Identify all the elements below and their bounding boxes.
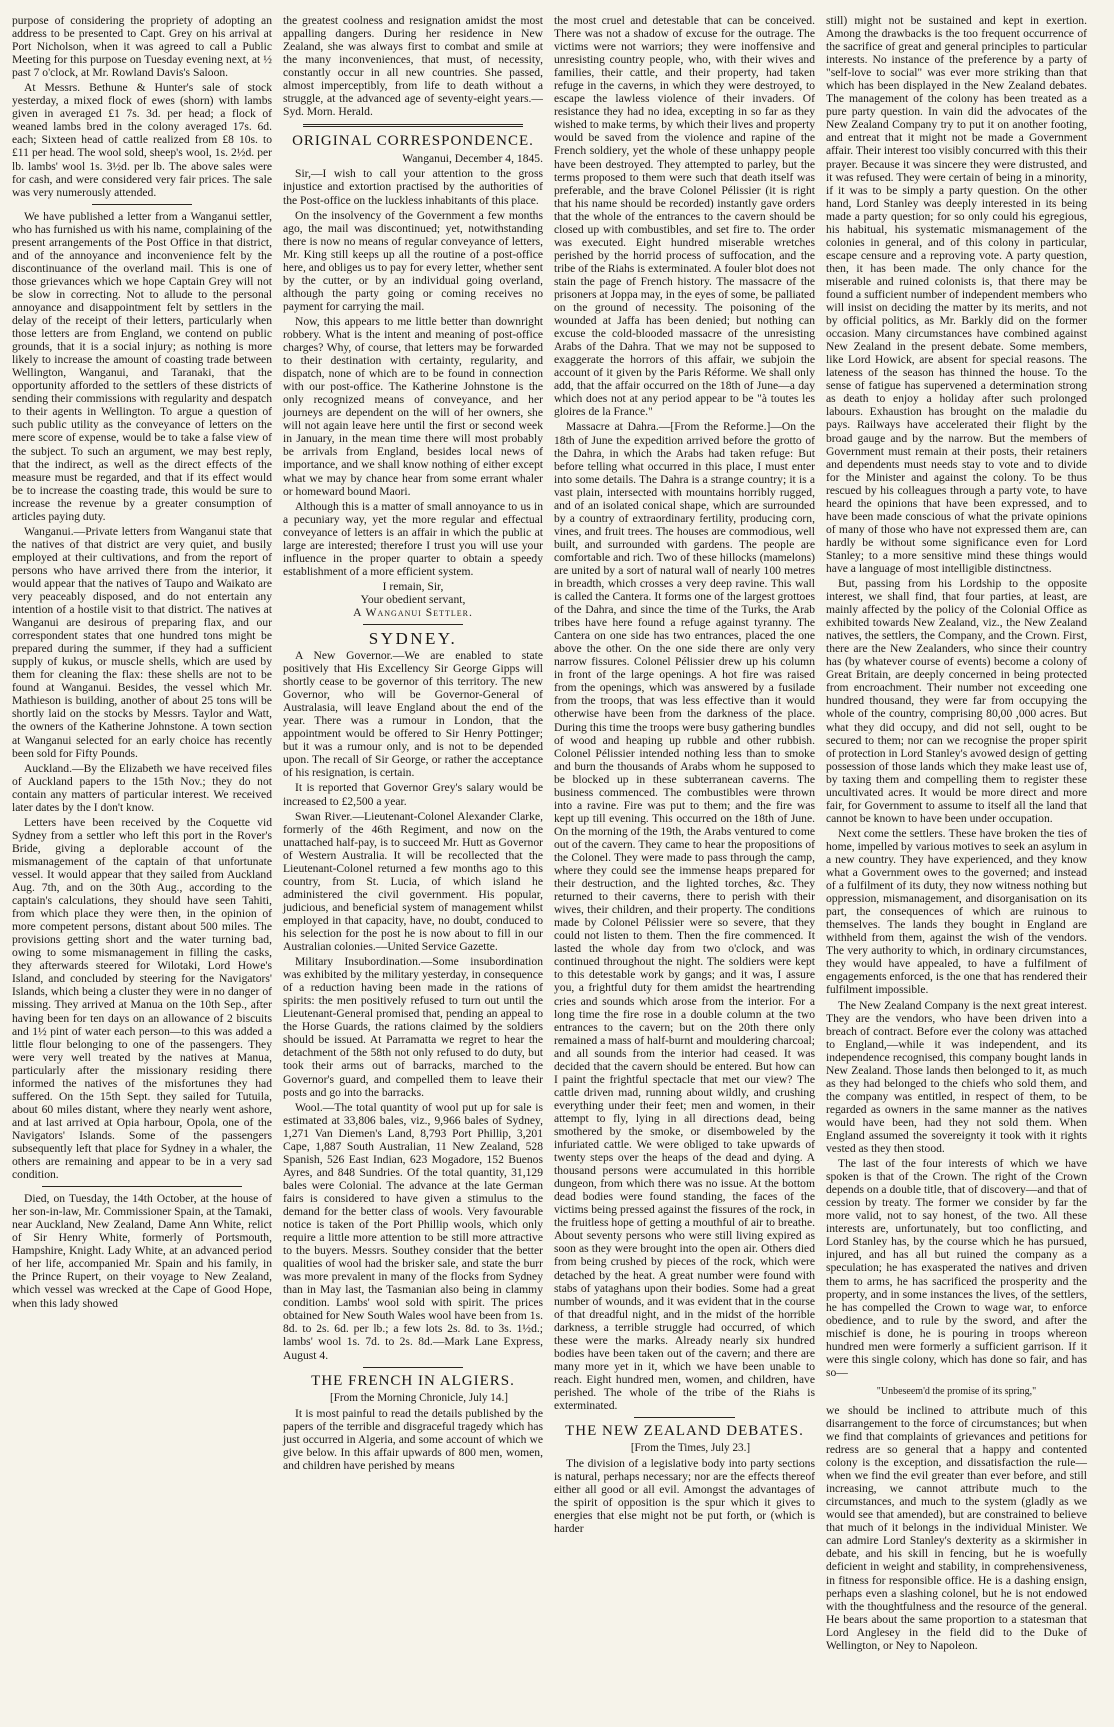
column-1 [10,14,272,1717]
column-4 [824,14,1087,1717]
massacre-at-dahra-paragraph: Massacre at Dahra.—[From the Reforme.]—On the 18th of June the expedition arrived before the grotto of the Dahra, in which the Arabs had taken refuge: But before telling what occurred in this place, I must enter into some details. The Dahra is a strange country; it is a vast plain, intersected with mountains horribly rugged, and of an isolated conical shape, which are surrounded by a country of extraordinary fertility, producing corn, vines, and fruit trees. The houses are commodious, well built, and surrounded with gardens. The people are comfortable and rich. Two of these hillocks (mamelons) are united by a sort of natural wall of nearly 100 metres in breadth, which crosses a very deep ravine. This wall is called the Cantera. It forms one of the largest grottoes of the Dahra, and since the time of the Turks, the Arab tribes have here found a refuge against tyranny. The Cantera on one side has two entrances, placed the one above the other. On the one side there are only very narrow fissures. Colonel Pélissier drew up his column in front of the large openings. A hot fire was raised from the openings, which was answered by a fusilade from the troops, that was less effective than it would otherwise have been from the darkness of the place. During this time the troops were busy gathering bundles of wood and heaping up rubble and other rubbish. Colonel Pélissier intended nothing less than to smoke and burn the thousands of Arabs whom he supposed to be blocked up in these subterranean caverns. The business commenced. The combustibles were thrown into a ravine. Fire was put to them; and the fire was kept up till evening. This occurred on the 18th of June. On the morning of the 19th, the Arabs ventured to come out of the cavern. They came to hear the propositions of the Colonel. They were made to pass through the camp, where they could see the immense heaps prepared for their destruction, and the lighted torches, &c. They returned to their caverns, there to perish with their wives, their children, and their property. The conditions made by Colonel Pélissier were so severe, that they could not listen to them. Then the fire commenced. It lasted the whole day from two o'clock, and was continued throughout the night. The soldiers were kept to this detestable work by gangs; and it was, I assure you, a frightful duty for them amidst the heartrending cries and sounds which arose from the interior. For a long time the fire rose in a double column at the two entrances to the cavern; but on the 20th there only remained a mass of half-burnt and mouldering charcoal; and all sounds from the interior had ceased. It was decided that the cavern should be entered. But how can I paint the frightful spectacle that met our view? The cattle driven mad, running about wildly, and crushing everything under their feet; men and women, in their attempt to fly, lying in all directions dead, being smothered by the smoke, or disemboweled by the infuriated cattle. We were obliged to take upwards of twenty steps over the heaps of the dead and dying. A thousand persons were accumulated in this horrible dungeon, from which there was no issue. At the bottom dead bodies were found standing, the faces of the victims being pressed against the fissures of the rock, in the fruitless hope of getting a mouthful of air to breathe. About seventy persons who were still living expired as soon as they were brought into the open air. Others died from being crushed by pieces of the rock, which were detached by the heat. A great number were found with stabs of yataghans upon their bodies. Some had a great number of wounds, and it was evident that in the course of that dreadful night, and in the midst of the horrible darkness, a terrible struggle had occurred, of which these were the marks. Already nearly six hundred bodies have been taken out of the cavern; and there are many more yet in it, which we have been unable to reach. Eight hundred men, women, and children, have perished. The whole of the tribe of the Riahs is exterminated. [554,420,815,1412]
letter-paragraph: Although this is a matter of small annoyance to us in a pecuniary way, yet the more regular and effectual conveyance of letters is an affair in which the public at large are interested; therefore I trust you will use your influence in the proper quarter to obtain a speedy establishment of a more efficient system. [283,499,543,578]
letter-dateline: Wanganui, December 4, 1845. [402,152,543,166]
governor-salary-paragraph: It is reported that Governor Grey's salary would be increased to £2,500 a year. [283,781,543,808]
divider [303,124,523,127]
letter-paragraph: Sir,—I wish to call your attention to the gross injustice and extortion practised by the authorities of the Post-office on the luckless inhabitants of this place. [283,167,543,207]
rovers-bride-paragraph: Letters have been received by the Coquette vid Sydney from a settler who left this port in the Rover's Bride, giving a deplorable account of the mismanagement of the captain of that unfortunate vessel. It would appear that they sailed from Auckland Aug. 7th, and on the 30th Aug., according to the captain's calculations, they should have seen Tahiti, from which place they were then, in the opinion of more competent persons, distant about 500 miles. The provisions getting short and the water turning bad, owing to some mismanagement in filling the casks, they afterwards steered for Wilotaki, Lord Howe's Island, and concluded by steering for the Navigators' Islands, which being a cluster they were in no danger of missing. They arrived at Manua on the 10th Sep., after having been for ten days on an allowance of 2 biscuits and 1½ pint of water each person—to this was added a little flour belonging to one of the passengers. They were very well treated by the natives at Manua, particularly after the missionary residing there informed the natives of the misfortunes they had suffered. On the 15th Sept. they sailed for Tutuila, about 60 miles distant, where they nearly went ashore, and at last arrived at Opia harbour, Opola, one of the Navigators' Islands. Some of the passengers subsequently left that place for Sydney in a whaler, the others are remaining and appear to be in a very sad condition. [12,815,272,1182]
divider [363,624,463,625]
section-heading-nz-debates: THE NEW ZEALAND DEBATES. [565,1423,804,1440]
divider [92,204,192,205]
nz-debates-continued: still) might not be sustained and kept in exertion. Among the drawbacks is the too frequent occurrence of the sacrifice of great and general principles to particular interests. No instance of the preference by a party of "self-love to social" was ever more striking than that which has been displayed in the New Zealand debates. The management of the colony has been treated as a pure party question. In vain did the advocates of the New Zealand Company try to put it on another footing, and entreat that it might not be made a Government affair. Their interest too visibly concurred with this their prayer. Because it was sincere they were distrusted, and it was refused. They were certain of being in a minority, if it was to be simply a party question. On the other hand, Lord Stanley was deeply interested in its being made a party question; for so only could his egregious, his habitual, his systematic mismanagement of the colonies in general, and of this colony in particular, escape censure and a reproving vote. A party question, then, it has been made. The only chance for the miserable and ruined colonists is, that there may be found a sufficient number of independent members who will insist on deciding the matter by its merits, and not by official politics, as Mr. Barkly did on the former occasion. Many circumstances have combined against New Zealand in the present debate. Some members, like Lord Howick, are absent for special reasons. The lateness of the season has thinned the house. To the sense of fatigue has supervened a determination strong as death to enjoy a holiday after such prolonged labours. Exhaustion has brought on the maladie du pays. Railways have accelerated their flight by the broad gauge and by the narrow. But the members of Government must remain at their posts, their retainers and dependents must needs stay to vote and to divide for the Minister and against the colony. To be thus rescued by his colleagues through a party vote, to have heard the opinions that have been expressed, and to have been made conscious of what the private opinions of many of those who have not expressed them are, can hardly be without some significance even for Lord Stanley; to a more sensitive mind these things would have a language of most intelligible distinctness. [826,14,1087,575]
nz-debates-paragraph: The division of a legislative body into party sections is natural, perhaps necessary; nor are the effects thereof either all good or all evil. Amongst the advantages of the spirit of opposition is the spur which it gives to energies that else might not be put forth, or (which is harder [554,1457,815,1536]
algiers-paragraph: It is most painful to read the details published by the papers of the terrible and disgraceful tragedy which has just occurred in Algeria, and some account of which we give below. In this affair upwards of 800 men, women, and children have perished by means [283,1406,543,1472]
letter-paragraph: On the insolvency of the Government a few months ago, the mail was discontinued; yet, notwithstanding there is now no means of regular conveyance of letters, Mr. King still keeps up all the routine of a post-office here, and obliges us to pay for every letter, whether sent by the cutter, or by an individual going overland, although the party going or coming receives no payment for carrying the mail. [283,208,543,313]
divider [634,1417,735,1418]
obituary-continued: the greatest coolness and resignation amidst the most appalling dangers. During her residence in New Zealand, she was always first to combat and smile at the many inconveniences, that must, of necessity, constantly occur in all new countries. She passed, almost imperceptibly, from life to death without a struggle, at the advanced age of seventy-eight years.—Syd. Morn. Herald. [283,14,543,119]
death-notice-paragraph: Died, on Tuesday, the 14th October, at the house of her son-in-law, Mr. Commissioner Spain, at the Tamaki, near Auckland, New Zealand, Dame Ann White, relict of Sir Henry White, formerly of Portsmouth, Hampshire, Knight. Lady White, at an advanced period of her life, accompanied Mr. Spain and his family, in the Prince Rupert, on their voyage to New Zealand, which vessel was wrecked at the Cape of Good Hope, when this lady showed [12,1192,272,1310]
section-heading-algiers: THE FRENCH IN ALGIERS. [311,1372,515,1389]
source-line: [From the Times, July 23.] [630,1442,751,1455]
column-3 [552,14,815,1717]
quoted-verse: "Unbeseem'd the promise of its spring," [876,1385,1037,1397]
nz-debates-paragraph: Next come the settlers. These have broken the ties of home, impelled by various motives to seek an asylum in a new country. They have experienced, and they know what a Government owes to the governed; and instead of a fulfilment of its duty, they now witness nothing but oppression, mismanagement, and disorganisation on its part, the consequences of which are ruinous to themselves. The lands they bought in England are withheld from them, against the wish of the vendors. The very authority to which, in ordinary circumstances, they would have appealed, to have a fulfilment of engagements enforced, is the one that has rendered their fulfilment impossible. [826,826,1087,997]
auckland-news-paragraph: Auckland.—By the Elizabeth we have received files of Auckland papers to the 15th Nov.; they do not contain any matters of particular interest. We received later dates by the I don't know. [12,761,272,814]
section-heading-correspondence: ORIGINAL CORRESPONDENCE. [292,133,534,150]
nz-debates-paragraph: The last of the four interests of which we have spoken is that of the Crown. The right of the Crown depends on a double title, that of discovery—and that of cession by treaty. The former we consider by far the more valid, not to say honest, of the two. All these interests are, unfortunately, but too conflicting, and Lord Stanley has, by the course which he has pursued, injured, and has all but ruined the company as a speculation; he has exasperated the natives and driven them to arms, he has sacrificed the prosperity and the property, and in some instances the lives, of the settlers, he has compelled the Crown to wage war, to enforce obedience, and to rule by the sword, and after the mischief is done, he is pouring in troops whereon hundred men were formerly a sufficient garrison. If it were this single colony, which has done so fair, and has so— [826,1157,1087,1379]
algiers-continued: the most cruel and detestable that can be conceived. There was not a shadow of excuse for the outrage. The victims were not warriors; they were inoffensive and unresisting country people, who, with their wives and families, their cattle, and their property, had taken refuge in the caverns, in which they were destroyed, to escape the lawless violence of their invaders. Of resistance they had no idea, excepting in so far as they wished to make terms, by which their lives and property would be saved from the violence and rapine of the French soldiery, yet the whole of these unhappy people have been destroyed. They attempted to parley, but the terms proposed to them were such that death itself was preferable, and the brave Colonel Pélissier (it is right that his name should be recorded) instantly gave orders that the whole of the entrances to the cavern should be closed up with combustibles, and set fire to. The order was executed. Eight hundred miserable wretches perished by the horrid process of suffocation, and the tribe of the Riahs is exterminated. A fouler blot does not stain the page of French history. The massacre of the prisoners at Joppa may, in the eyes of some, be palliated on the ground of necessity. The poisoning of the wounded at Jaffa has been denied; but nothing can excuse the cold-blooded massacre of the unresisting Arabs of the Dahra. That we may not be supposed to exaggerate the horrors of this affair, we subjoin the account of it given by the Paris Réforme. We shall only add, that the affair occurred on the 18th of June—a day which does not at any period appear to be "à toutes les gloires de la France." [554,14,815,419]
military-insubordination-paragraph: Military Insubordination.—Some insubordination was exhibited by the military yesterday, in consequence of a reduction having been made in the rations of spirits: the men positively refused to turn out until the Lieutenant-General promised that, pending an appeal to the Horse Guards, the rations claimed by the soldiers should be issued. At Parramatta we regret to hear the detachment of the 58th not only refused to do duty, but took their arms out of barracks, marched to the Governor's guard, and compelled them to leave their posts and go into the barracks. [283,955,543,1099]
nz-debates-paragraph: we should be inclined to attribute much of this disarrangement to the force of circumstances; but when we find that complaints of grievances and petitions for redress are so general that a happy and contented colony is the exception, and dissatisfaction the rule—when we find the evil greater than ever before, and still increasing, we cannot attribute much to the circumstances, and much to the system (gladly as we would see that amended), but are constrained to believe that much of it belongs in the individual Minister. We can admire Lord Stanley's dexterity as a skirmisher in debate, and his skill in fencing, but he is woefully deficient in weight and stability, in comprehensiveness, in fitness for responsible office. He is a dashing ensign, perhaps even a slashing colonel, but he is not endowed with the thoughtfulness and the resource of the general. He bears about the same proportion to a statesman that Lord Anglesey in the field did to the Duke of Wellington, or Ney to Napoleon. [826,1403,1087,1652]
wool-paragraph: Wool.—The total quantity of wool put up for sale is estimated at 33,806 bales, viz., 9,966 bales of Sydney, 1,271 Van Diemen's Land, 8,793 Port Phillip, 3,201 Cape, 1,887 South Australian, 11 New Zealand, 528 Spanish, 526 East Indian, 623 Mogadore, 152 Buenos Ayres, and 848 Sundries. Of the total quantity, 31,129 bales were Colonial. The advance at the late German fairs is considered to have given a stimulus to the demand for the better class of wools. Very favourable notice is taken of the Port Phillip wools, which only require a little more attention to be still more attractive to the buyers. Messrs. Southey consider that the better qualities of wool had the brisker sale, and state the burr was more prevalent in many of the flocks from Sydney than in May last, the Tasmanian also being in clammy condition. Lambs' wool sold with spirit. The prices obtained for New South Wales wool have been from 1s. 8d. to 2s. 6d. per lb.; a few lots 2s. 8d. to 3s. 1½d.; lambs' wool 1s. 7d. to 2s. 8d.—Mark Lane Express, August 4. [283,1100,543,1362]
post-office-editorial: We have published a letter from a Wanganui settler, who has furnished us with his name, complaining of the present arrangements of the Post Office in that district, and of the annoyance and inconvenience felt by the discontinuance of the overland mail. This is one of those grievances which we hope Captain Grey will not be slow in correcting. Not to allude to the personal annoyance and disappointment felt by settlers in the delay of the receipt of their letters, particularly when those letters are from England, we contend on public grounds, that it is a social injury; as nothing is more likely to increase the amount of coasting trade between Wellington, Wanganui, and Taranaki, that the opportunity afforded to the settlers of these districts of sending their commissions with regularity and despatch to their agents in Wellington. To argue a question of such public utility as the conveyance of letters on the mere score of expense, would be to take a false view of the subject. To such an argument, we may best reply, that the indirect, as well as the direct effects of the measure must be regarded, and that if its effect would be to increase the coasting trade, this would be sure to increase the revenue by a greater consumption of articles paying duty. [12,209,272,523]
column-2 [281,14,543,1717]
address-meeting-paragraph: purpose of considering the propriety of adopting an address to be presented to Capt. Grey on his arrival at Port Nicholson, when it was agreed to call a Public Meeting for this purpose on Tuesday evening next, at ½ past 7 o'clock, at Mr. Rowland Davis's Saloon. [12,14,272,80]
divider [42,1186,242,1187]
stock-sale-paragraph: At Messrs. Bethune & Hunter's sale of stock yesterday, a mixed flock of ewes (shorn) with lambs given in averaged £1 7s. 3d. per head; a flock of weaned lambs bred in the colony averaged 17s. 6d. each; Sixteen head of cattle realized from £8 10s. to £11 per head. The wool sold, sheep's wool, 1s. 2½d. per lb. lambs' wool 1s. 3½d. per lb. The above sales were for cash, and were considered very fair prices. The sale was very numerously attended. [12,81,272,199]
new-governor-paragraph: A New Governor.—We are enabled to state positively that His Excellency Sir George Gipps will shortly cease to be governor of this territory. The new Governor, who will be Governor-General of Australasia, will leave England about the end of the year. There was a rumour in London, that the appointment would be offered to Sir Henry Pottinger; but it was a rumour only, and is not to be depended upon. The recall of Sir George, or rather the acceptance of his resignation, is certain. [283,649,543,780]
letter-signoff: Your obedient servant, [360,592,466,606]
source-line: [From the Morning Chronicle, July 14.] [329,1391,509,1404]
divider [363,1367,463,1368]
section-heading-sydney: SYDNEY. [368,629,458,649]
letter-signature: A Wanganui Settler. [353,605,473,619]
swan-river-paragraph: Swan River.—Lieutenant-Colonel Alexander Clarke, formerly of the 46th Regiment, and now on the unattached half-pay, is to succeed Mr. Hutt as Governor of Western Australia. It will be recollected that the Lieutenant-Colonel returned a few months ago to this country, from St. Lucia, of which island he administered the civil government. His popular, judicious, and beneficial system of management whilst employed in that capacity, have, no doubt, conduced to his selection for the post he is now about to fill in our Australian colonies.—United Service Gazette. [283,809,543,954]
letter-signoff: I remain, Sir, [382,579,444,593]
wanganui-news-paragraph: Wanganui.—Private letters from Wanganui state that the natives of that district are very quiet, and busily employed at their cultivations, and from the report of persons who have arrived there from the interior, it would appear that the natives of Taupo and Waikato are very peaceably disposed, and do not entertain any intention of a hostile visit to that district. The natives at Wanganui are desirous of preparing flax, and our correspondent states that one hundred tons might be prepared during the summer, if they had a sufficient supply of kukus, or muscle shells, which are used by them for cleaning the flax: these shells are not to be found at Wanganui. Besides, the vessel which Mr. Mathieson is building, another of about 25 tons will be shortly laid on the stocks by Messrs. Taylor and Watt, the owners of the Katherine Johnstone. A town section at Wanganui selected for an early choice has recently been sold for Fifty Pounds. [12,524,272,760]
letter-paragraph: Now, this appears to me little better than downright robbery. What is the intent and meaning of post-office charges? Why, of course, that letters may be forwarded to their destination with certainty, regularity, and dispatch, none of which are to be found in connection with our post-office. The Katherine Johnstone is the only recognized means of conveyance, and her journeys are dependent on the will of her owners, she will not again leave here until the first or second week in January, in the mean time there will most probably be arrivals from England, besides local news of importance, and we shall know nothing of either except what we may by chance hear from some errant whaler or homeward bound Maori. [283,314,543,498]
nz-debates-paragraph: The New Zealand Company is the next great interest. They are the vendors, who have been driven into a breach of contract. Before ever the colony was attached to England,—while it was independent, and its independence recognised, this company bought lands in New Zealand. Those lands then belonged to it, as much as they had belonged to the chiefs who sold them, and the company was entitled, in respect of them, to be regarded as owners in the same manner as the natives would have been, had they not sold them. When England assumed the sovereignty it took with it rights vested as they then stood. [826,998,1087,1156]
nz-debates-paragraph: But, passing from his Lordship to the opposite interest, we shall find, that four parties, at least, are mainly affected by the policy of the Colonial Office as exhibited towards New Zealand, viz., the New Zealand natives, the settlers, the Company, and the Crown. First, there are the New Zealanders, who since their country has (by whatever course of events) become a colony of Great Britain, are deeply concerned in being protected from encroachment. Their number not exceeding one hundred thousand, they were far from occupying the whole of the country, comprising 80,00 ,000 acres. But what they did occupy, and did not sell, ought to be secured to them; nor can we recognise the proper spirit of protection in Lord Stanley's avowed design of getting possession of those lands which they make least use of, by taxing them and compelling them to register these uncultivated acres. It would be more direct and more fair, for Government to assume to itself all the land that cannot be known to have been under occupation. [826,577,1087,825]
